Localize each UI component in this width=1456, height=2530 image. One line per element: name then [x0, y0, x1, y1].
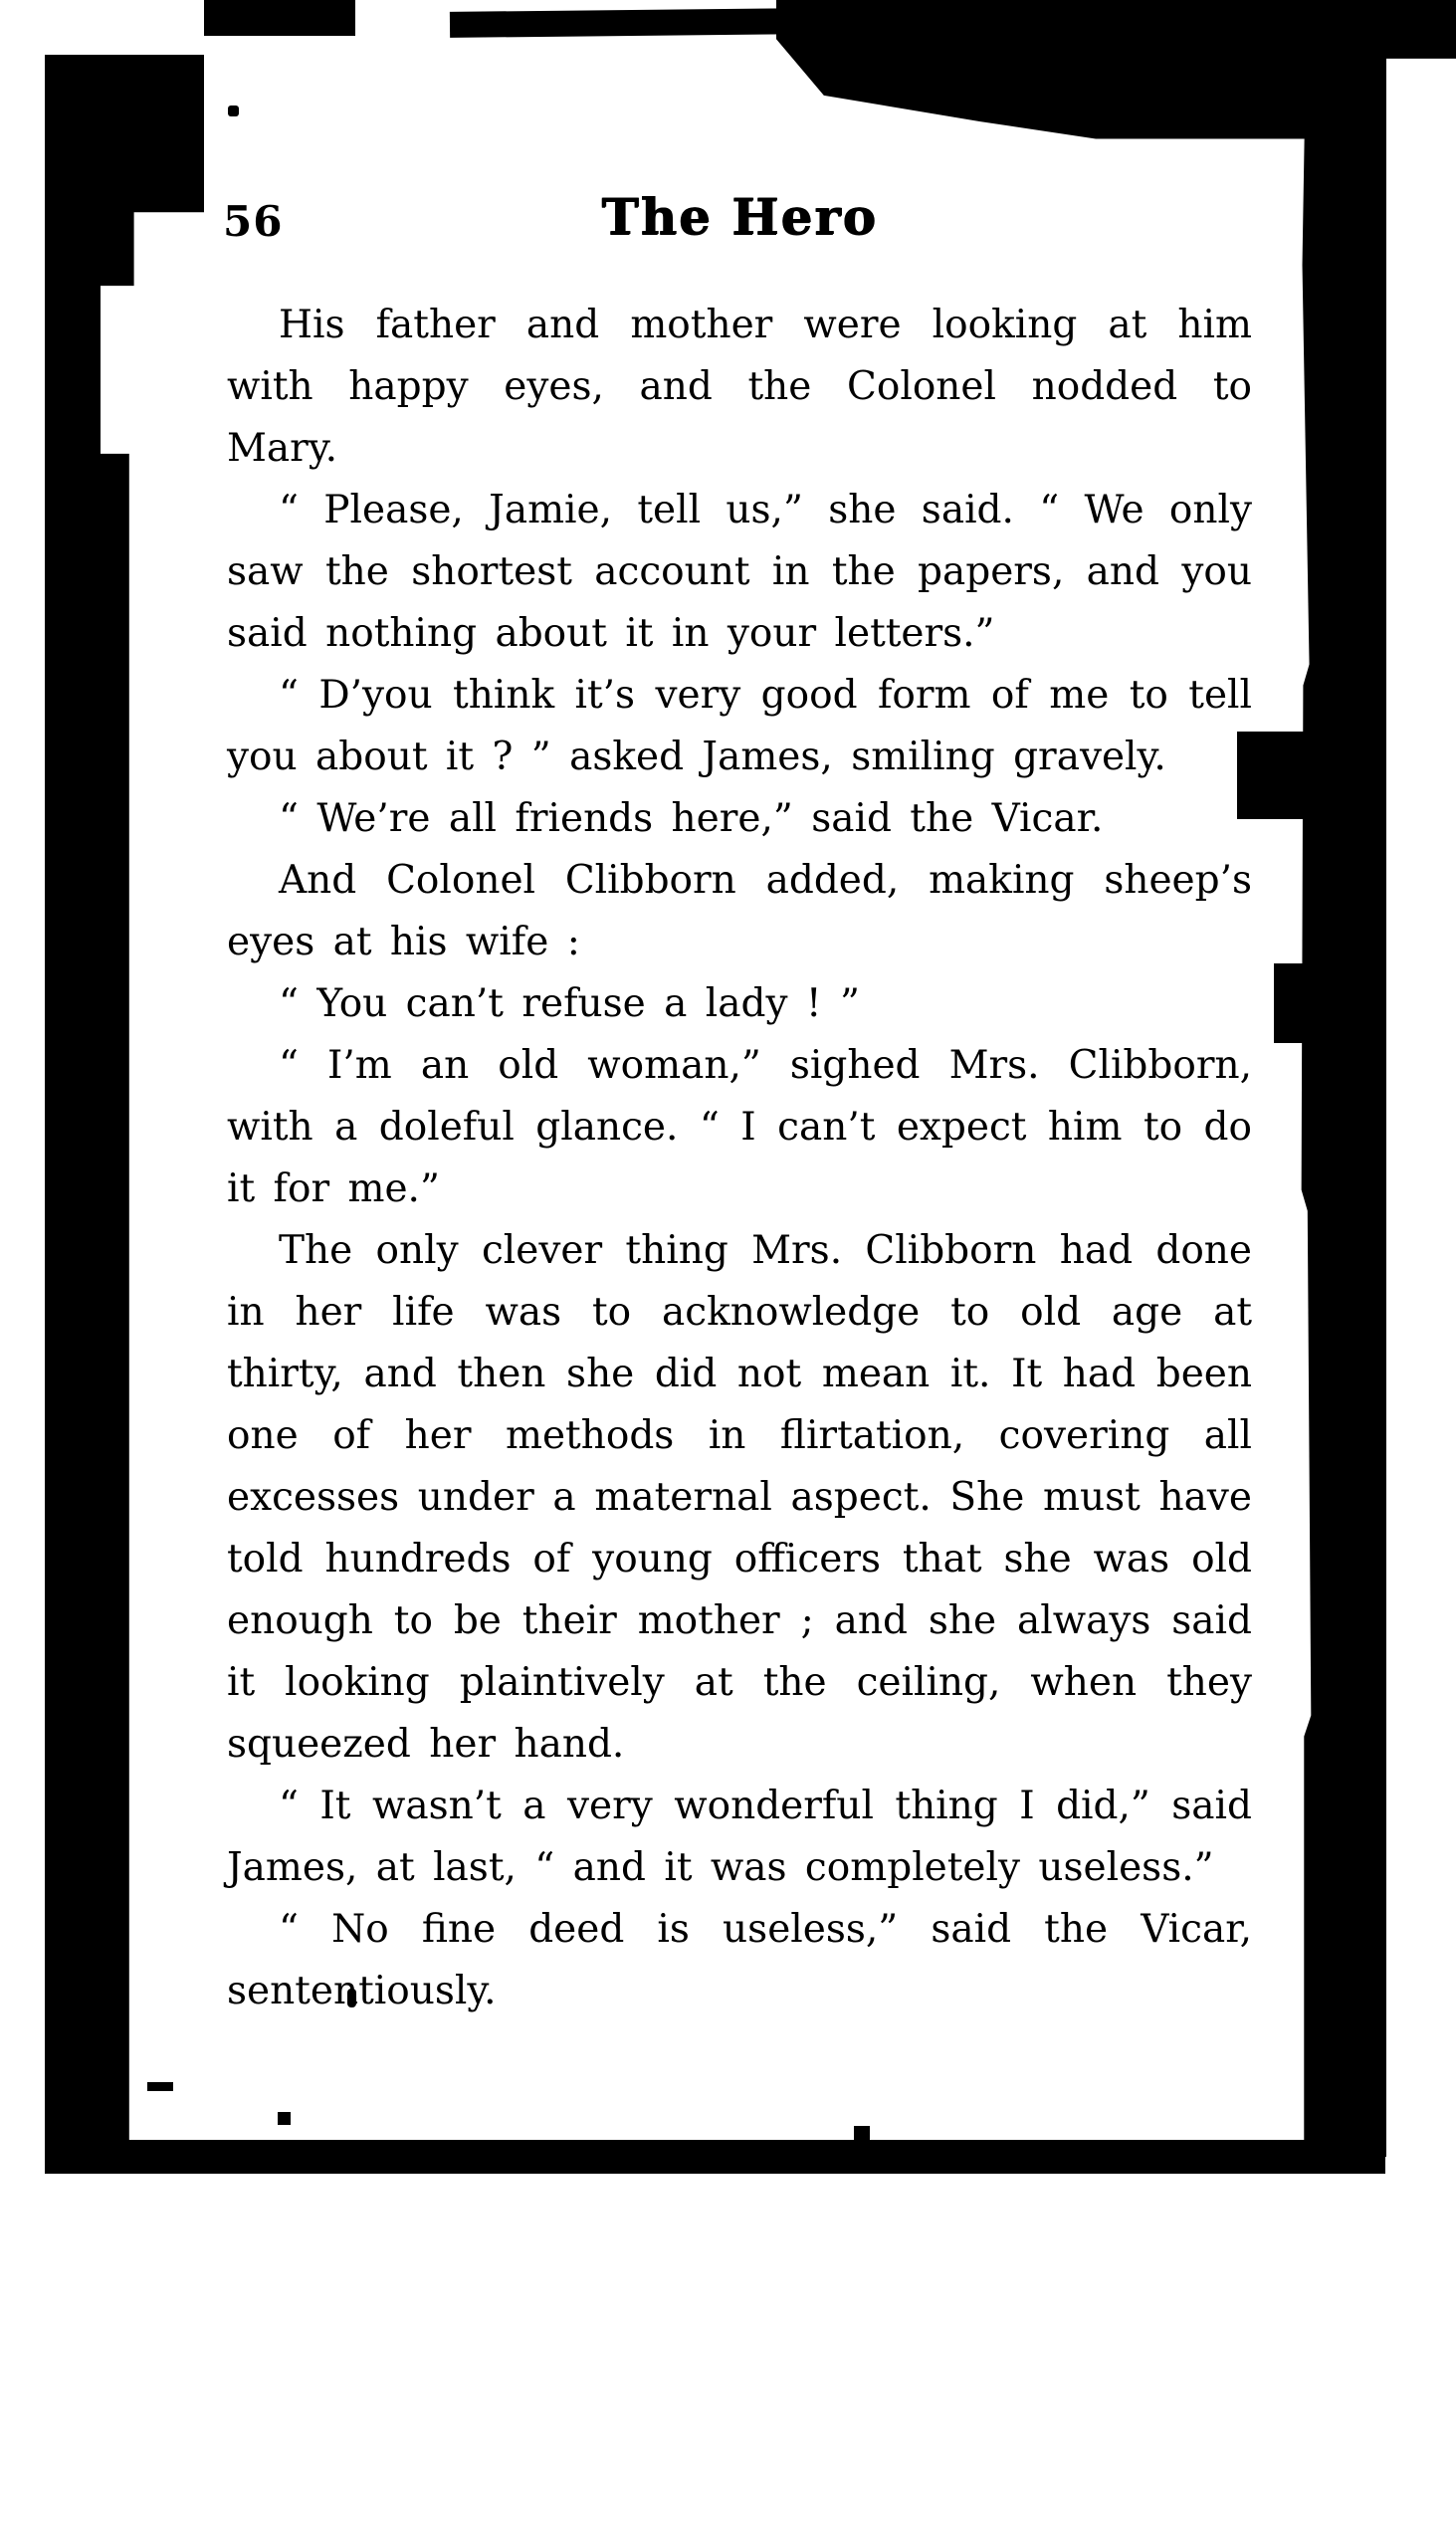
- scan-border-right: [1299, 55, 1386, 2157]
- paragraph: “ D’you think it’s very good form of me to tell you about it ? ” asked James, smiling gravely.: [227, 673, 1252, 779]
- ink-speck: [854, 2126, 870, 2142]
- paragraph: “ You can’t refuse a lady ! ”: [279, 981, 860, 1026]
- paragraph: “ It wasn’t a very wonderful thing I did,” said James, at last, “ and it was completely useless.”: [227, 1784, 1252, 1890]
- paragraph: And Colonel Clibborn added, making sheep’s eyes at his wife :: [227, 858, 1252, 964]
- paragraph: The only clever thing Mrs. Clibborn had done in her life was to acknowledge to old age at thirty, and then she did not mean it. It had been one of her methods in flirtation, covering all excesses under a maternal aspect. She must have told hundreds of young officers that she was old enough to be their mother ; and she always said it looking plaintively at the ceiling, when they squeezed her hand.: [227, 1228, 1252, 1767]
- scan-border-top-streak: [450, 8, 812, 38]
- scan-border-right-blob-2: [1274, 963, 1316, 1043]
- ink-speck-dash: [147, 2082, 173, 2091]
- paragraph: “ Please, Jamie, tell us,” she said. “ We only saw the shortest account in the papers, and you said nothing about it in your letters.”: [227, 488, 1252, 656]
- body-text: [227, 295, 1252, 2022]
- scan-border-top-left: [204, 0, 355, 36]
- paragraph: “ I’m an old woman,” sighed Mrs. Clibborn, with a doleful glance. “ I can’t expect him to do it for me.”: [227, 1043, 1252, 1211]
- page-number: 56: [223, 197, 284, 246]
- scan-border-left: [45, 55, 204, 2155]
- scan-border-bottom: [45, 2140, 1385, 2174]
- running-title: The Hero: [601, 187, 878, 246]
- paragraph: “ No fine deed is useless,” said the Vicar, sententiously.: [227, 1907, 1252, 2013]
- paragraph: “ We’re all friends here,” said the Vicar.: [279, 796, 1104, 841]
- paragraph: His father and mother were looking at him with happy eyes, and the Colonel nodded to Mary.: [227, 303, 1252, 471]
- ink-speck: [278, 2112, 291, 2125]
- ink-speck: [228, 105, 239, 116]
